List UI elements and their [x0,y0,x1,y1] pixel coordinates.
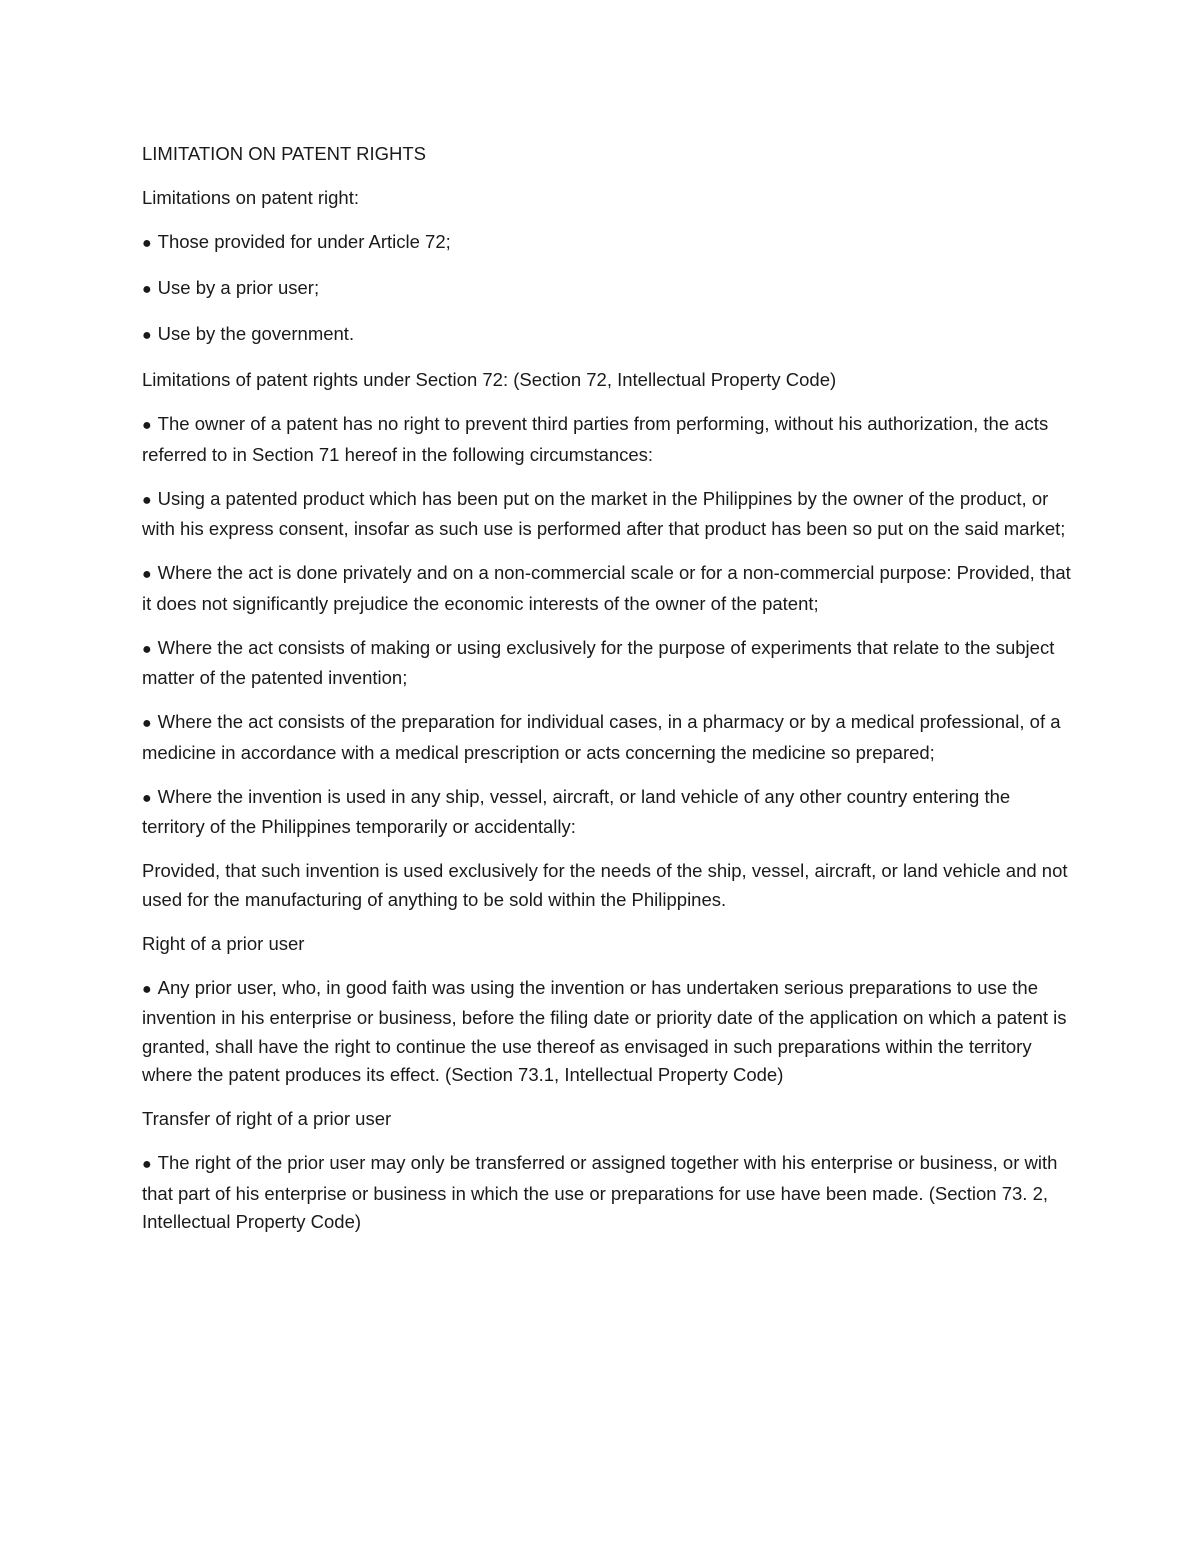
bullet-icon: ● [142,566,152,583]
section2-heading: Limitations of patent rights under Section 72: (Section 72, Intellectual Property Code) [142,369,837,390]
bullet-icon: ● [142,789,152,807]
list-item [142,708,1072,767]
list-item [142,485,1072,544]
list-item [142,559,1072,618]
document-title: LIMITATION ON PATENT RIGHTS [142,143,427,164]
bullet-icon: ● [142,980,152,998]
bullet-icon: ● [142,491,152,509]
list-item [142,783,1072,842]
bullet-icon: ● [142,640,152,658]
list-item-text: Where the act consists of making or using exclusively for the purpose of experiments that relate to the subject matter of the patented invention; [142,636,1055,688]
bullet-icon: ● [142,235,152,252]
list-item-text: Where the invention is used in any ship, vessel, aircraft, or land vehicle of any other country entering the territory of the Philippines temporarily or accidentally: [142,785,1011,837]
list-item-text: Those provided for under Article 72; [157,231,451,252]
list-item-text: Use by a prior user; [157,277,320,298]
document-page [142,140,1072,1252]
list-item-text: Where the act is done privately and on a non-commercial scale or for a non-commercial purpose: Provided, that it does not significantly prejudice the economic interests of the owner of the patent; [142,562,1071,614]
bullet-icon: ● [142,281,152,298]
bullet-icon: ● [142,327,152,344]
list-item [142,320,1072,351]
list-item-text: Using a patented product which has been put on the market in the Philippines by the owner of the product, or with his express consent, insofar as such use is performed after that product has been so put on the said market; [142,487,1066,539]
bullet-icon: ● [142,417,152,434]
paragraph-text: Any prior user, who, in good faith was using the invention or has undertaken serious preparations to use the invention in his enterprise or business, before the filing date or priority date of the application on which a patent is granted, shall have the right to continue the use thereof as envisaged in such preparations within the territory where the patent produces its effect. (Section 73.1, Intellectual Property Code) [142,976,1067,1085]
intro-text: The owner of a patent has no right to prevent third parties from performing, without his authorization, the acts referred to in Section 71 hereof in the following circumstances: [142,413,1049,465]
list-item [142,634,1072,693]
list-item [142,274,1072,305]
bullet-icon: ● [142,1156,152,1173]
paragraph-text: The right of the prior user may only be transferred or assigned together with his enterprise or business, or with that part of his enterprise or business in which the use or preparations for use have been made. (Section 73. 2, Intellectual Property Code) [142,1152,1058,1232]
bullet-icon: ● [142,715,152,732]
section3-heading: Right of a prior user [142,932,305,954]
list-item [142,228,1072,259]
section4-heading: Transfer of right of a prior user [142,1108,392,1129]
list-item-text: Where the act consists of the preparation for individual cases, in a pharmacy or by a medical professional, of a medicine in accordance with a medical prescription or acts concerning the medicine so prepared; [142,711,1061,763]
section4-paragraph [142,1149,1072,1237]
section2-intro [142,410,1072,469]
section3-paragraph [142,974,1072,1090]
section2-proviso: Provided, that such invention is used exclusively for the needs of the ship, vessel, aircraft, or land vehicle and not used for the manufacturing of anything to be sold within the Philippines. [142,860,1068,910]
section1-heading: Limitations on patent right: [142,187,359,208]
list-item-text: Use by the government. [157,323,355,344]
